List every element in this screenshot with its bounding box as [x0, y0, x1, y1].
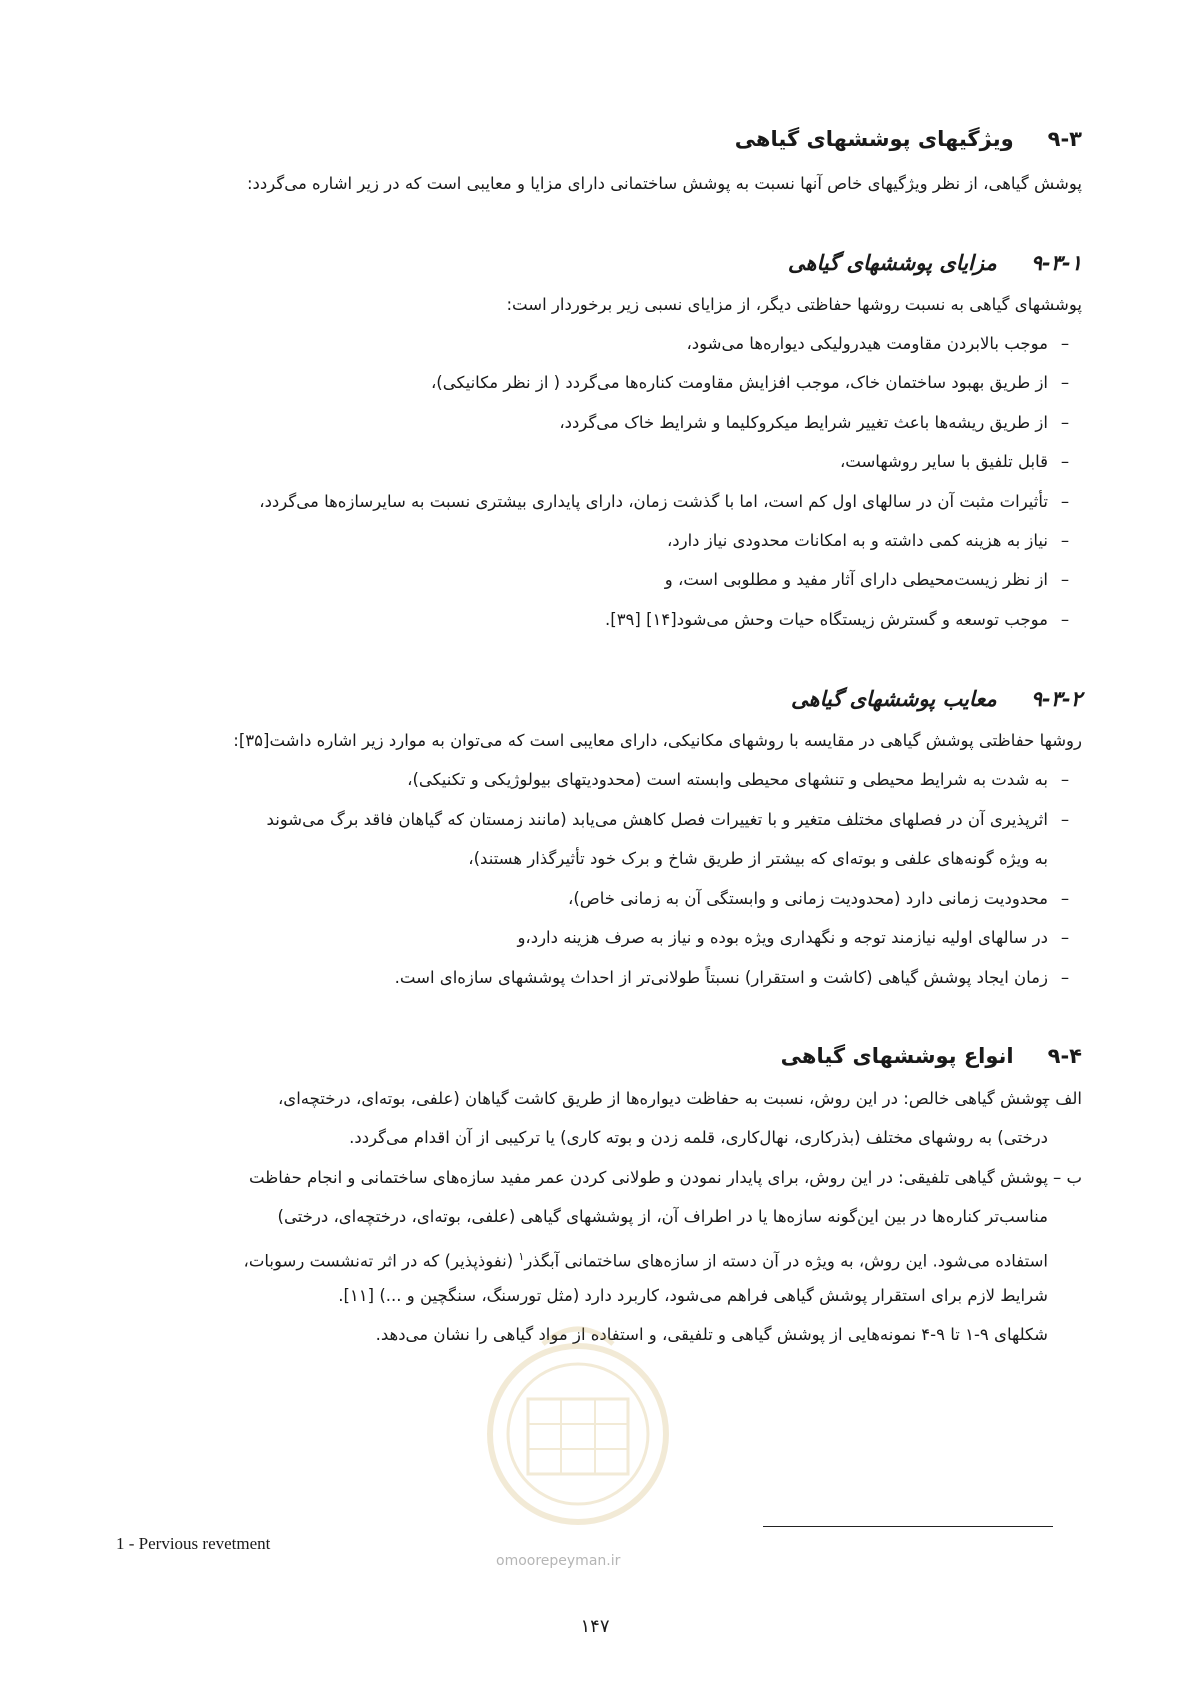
paragraph-9-3-2-intro: روشها حفاظتی پوشش گیاهی در مقایسه با روشهای مکانیکی، دارای معایبی است که می‌توان به موارد زیر اشاره داشت[۳۵]: — [233, 731, 1082, 750]
list-item: –زمان ایجاد پوشش گیاهی (کاشت و استقرار) نسبتاً طولانی‌تر از احداث پوششهای سازه‌ای است. — [394, 968, 1070, 987]
heading-number: ۹-۳ — [1047, 127, 1082, 151]
paragraph-alef-line: درختی) به روشهای مختلف (بذرکاری، نهال‌کاری، قلمه زدن و بوته کاری) یا ترکیبی از آن اقدام می‌گردد. — [349, 1128, 1048, 1147]
list-label-be: ب – — [1052, 1168, 1082, 1187]
watermark-logo-icon — [483, 1304, 673, 1544]
paragraph-9-3-1-intro: پوششهای گیاهی به نسبت روشها حفاظتی دیگر، از مزایای نسبی زیر برخوردار است: — [506, 295, 1082, 314]
footnote-divider — [763, 1526, 1053, 1527]
list-item: –نیاز به هزینه کمی داشته و به امکانات محدودی نیاز دارد، — [666, 531, 1070, 550]
heading-9-3 — [122, 124, 1082, 154]
heading-title: مزایای پوششهای گیاهی — [787, 251, 997, 275]
list-item-continuation: به ویژه گونه‌های علفی و بوته‌ای که بیشتر از طریق شاخ و برک خود تأثیرگذار هستند)، — [468, 849, 1048, 868]
heading-9-4 — [122, 1041, 1082, 1071]
paragraph-be-line: شرایط لازم برای استقرار پوشش گیاهی فراهم می‌شود، کاربرد دارد (مثل تورسنگ، سنگچین و ...) [۱۱]. — [338, 1286, 1048, 1305]
list-item: –موجب بالابردن مقاومت هیدرولیکی دیواره‌ها می‌شود، — [686, 334, 1070, 353]
heading-title: انواع پوششهای گیاهی — [780, 1044, 1014, 1068]
list-label-alef: الف – — [1041, 1089, 1082, 1108]
list-item: –محدودیت زمانی دارد (محدودیت زمانی و وابستگی آن به زمانی خاص)، — [568, 889, 1070, 908]
list-item: –اثرپذیری آن در فصلهای مختلف متغیر و با تغییرات فصل کاهش می‌یابد (مانند زمستان که گیاهان فاقد برگ می‌شوند — [266, 810, 1070, 829]
heading-9-3-2 — [122, 684, 1082, 714]
list-item: –تأثیرات مثبت آن در سالهای اول کم است، اما با گذشت زمان، دارای پایداری بیشتری نسبت به سایرسازه‌ها می‌گردد، — [259, 492, 1070, 511]
heading-title: ویژگیهای پوششهای گیاهی — [734, 127, 1014, 151]
paragraph-be-line: استفاده می‌شود. این روش، به ویژه در آن دسته از سازه‌های ساختمانی آبگذر$^۱$ (نفوذپذیر) که در اثر ته‌نشست رسوبات، — [243, 1250, 1048, 1271]
heading-number: ۹-۴ — [1047, 1044, 1082, 1068]
list-item: –در سالهای اولیه نیازمند توجه و نگهداری ویژه بوده و نیاز به صرف هزینه دارد،و — [517, 928, 1070, 947]
paragraph-be-line: پوشش گیاهی تلفیقی: در این روش، برای پایدار نمودن و طولانی کردن عمر مفید سازه‌های ساختمانی و انجام حفاظت — [248, 1168, 1048, 1187]
list-item: –موجب توسعه و گسترش زیستگاه حیات وحش می‌شود[۱۴] [۳۹]. — [605, 610, 1070, 629]
heading-9-3-1 — [122, 248, 1082, 278]
footnote-marker: ۱ — [518, 1250, 525, 1263]
list-item: –از طریق بهبود ساختمان خاک، موجب افزایش مقاومت کناره‌ها می‌گردد ( از نظر مکانیکی)، — [430, 373, 1070, 392]
list-item: –از نظر زیست‌محیطی دارای آثار مفید و مطلوبی است، و — [664, 570, 1070, 589]
footnote: 1 - Pervious revetment — [116, 1534, 271, 1553]
paragraph-9-3-intro: پوشش گیاهی، از نظر ویژگیهای خاص آنها نسبت به پوشش ساختمانی دارای مزایا و معایبی است که در زیر اشاره می‌گردد: — [247, 174, 1082, 193]
list-item: –از طریق ریشه‌ها باعث تغییر شرایط میکروکلیما و شرایط خاک می‌گردد، — [559, 413, 1070, 432]
page-number: ۱۴۷ — [580, 1616, 610, 1637]
heading-number: ۹-۳-۱ — [1030, 251, 1082, 275]
watermark-url: omoorepeyman.ir — [496, 1553, 621, 1569]
paragraph-alef-line: پوشش گیاهی خالص: در این روش، نسبت به حفاظت دیواره‌ها از طریق کاشت گیاهان (علفی، بوته‌ای، درختچه‌ای، — [277, 1089, 1048, 1108]
list-item: –به شدت به شرایط محیطی و تنشهای محیطی وابسته است (محدودیتهای بیولوژیکی و تکنیکی)، — [407, 770, 1070, 789]
heading-number: ۹-۳-۲ — [1030, 687, 1082, 711]
paragraph-closing: شکلهای ۹-۱ تا ۹-۴ نمونه‌هایی از پوشش گیاهی و تلفیقی، و استفاده از مواد گیاهی را نشان می‌دهد. — [375, 1325, 1048, 1344]
paragraph-be-line: مناسب‌تر کناره‌ها در بین این‌گونه سازه‌ها یا در اطراف آن، از پوششهای گیاهی (علفی، بوته‌ای، درختچه‌ای، درختی) — [277, 1207, 1048, 1226]
list-item: –قابل تلفیق با سایر روشهاست، — [839, 452, 1070, 471]
heading-title: معایب پوششهای گیاهی — [791, 687, 997, 711]
